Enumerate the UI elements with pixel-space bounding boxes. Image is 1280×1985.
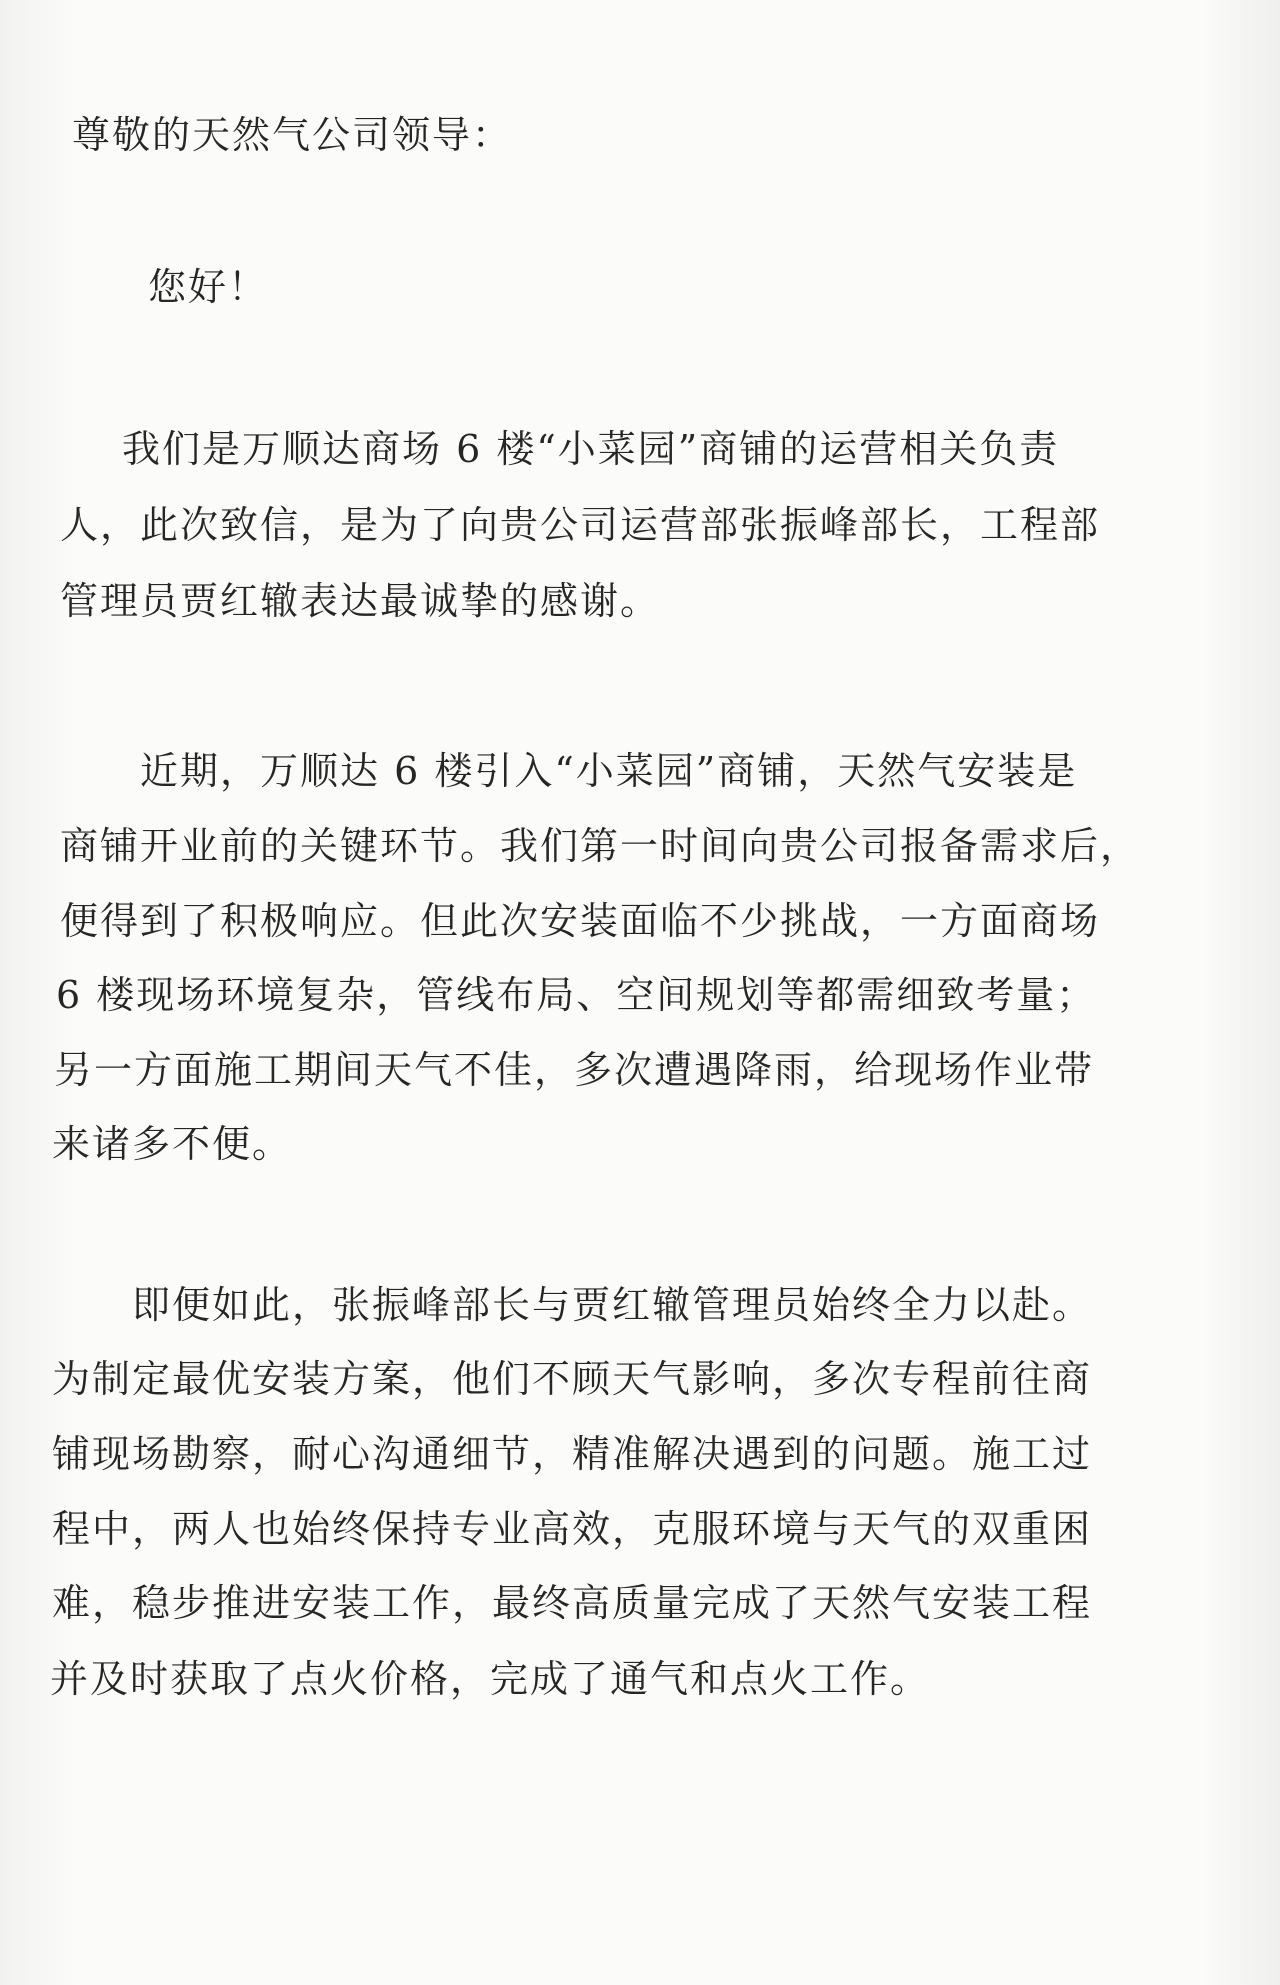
paragraph-1-line-2: 人，此次致信，是为了向贵公司运营部张振峰部长，工程部 (60, 503, 1101, 547)
paragraph-2-line-2: 商铺开业前的关键环节。我们第一时间向贵公司报备需求后， (60, 824, 1141, 868)
paragraph-3-line-2: 为制定最优安装方案，他们不顾天气影响，多次专程前往商 (52, 1357, 1093, 1401)
paragraph-3-line-1: 即便如此，张振峰部长与贾红辙管理员始终全力以赴。 (132, 1283, 1093, 1327)
paragraph-1-line-1: 我们是万顺达商场 6 楼“小菜园”商铺的运营相关负责 (122, 427, 1060, 471)
salutation: 尊敬的天然气公司领导： (72, 113, 513, 157)
greeting: 您好！ (148, 265, 269, 309)
paragraph-3-line-5: 难，稳步推进安装工作，最终高质量完成了天然气安装工程 (52, 1581, 1093, 1625)
paragraph-3-line-3: 铺现场勘察，耐心沟通细节，精准解决遇到的问题。施工过 (52, 1432, 1093, 1476)
paragraph-3-line-6: 并及时获取了点火价格，完成了通气和点火工作。 (50, 1657, 931, 1701)
paragraph-2-line-1: 近期，万顺达 6 楼引入“小菜园”商铺，天然气安装是 (140, 749, 1078, 793)
paragraph-2-line-4: 6 楼现场环境复杂，管线布局、空间规划等都需细致考量； (56, 973, 1097, 1017)
paragraph-2-line-6: 来诸多不便。 (52, 1122, 293, 1166)
paragraph-3-line-4: 程中，两人也始终保持专业高效，克服环境与天气的双重困 (52, 1507, 1093, 1551)
paragraph-2-line-5: 另一方面施工期间天气不佳，多次遭遇降雨，给现场作业带 (54, 1048, 1095, 1092)
paragraph-2-line-3: 便得到了积极响应。但此次安装面临不少挑战，一方面商场 (60, 899, 1101, 943)
paragraph-1-line-3: 管理员贾红辙表达最诚挚的感谢。 (60, 579, 661, 623)
